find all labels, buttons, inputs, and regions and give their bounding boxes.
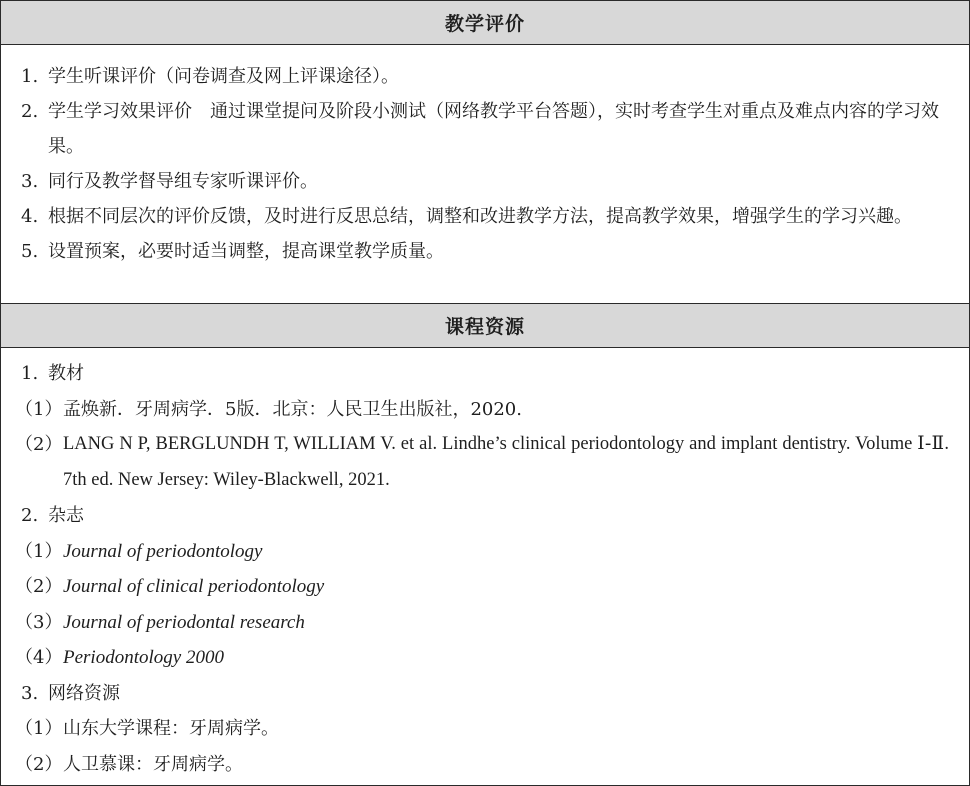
textbook-item: （1） 孟焕新．牙周病学．5版．北京：人民卫生出版社，2020. <box>15 398 522 420</box>
course-resources-list <box>1 348 969 782</box>
teaching-eval-header <box>1 1 969 45</box>
journal-item: （1） Journal of periodontology <box>15 540 263 562</box>
list-item: 1. 学生听课评价（问卷调查及网上评课途径）。 <box>21 66 399 87</box>
textbooks-heading: 1. 教材 <box>21 363 84 384</box>
teaching-eval-title: 教学评价 <box>444 13 525 35</box>
course-resources-header <box>1 303 969 348</box>
journals-heading: 2. 杂志 <box>21 505 84 526</box>
list-item: 4. 根据不同层次的评价反馈，及时进行反思总结，调整和改进教学方法，提高教学效果，增强学生的学习兴趣。 <box>21 206 912 227</box>
course-resources-title: 课程资源 <box>444 316 525 338</box>
online-heading: 3. 网络资源 <box>21 682 120 704</box>
online-item: （1） 山东大学课程：牙周病学。 <box>15 718 279 739</box>
list-item: 2. 学生学习效果评价 通过课堂提问及阶段小测试（网络教学平台答题），实时考查学生对重点及难点内容的学习效果。 <box>21 101 939 157</box>
textbook-item: （2） LANG N P, BERGLUNDH T, WILLIAM V. et al. Lindhe’s clinical periodontology and implant dentistry. Volume Ⅰ-Ⅱ. 7th ed. New Jersey: Wiley-Blackwell, 2021. <box>15 434 949 490</box>
journal-item: （2） Journal of clinical periodontology <box>15 576 325 597</box>
list-item: 5. 设置预案，必要时适当调整，提高课堂教学质量。 <box>21 241 444 262</box>
journal-item: （3） Journal of periodontal research <box>15 611 305 633</box>
journal-item: （4） Periodontology 2000 <box>15 647 224 668</box>
online-item: （2） 人卫慕课：牙周病学。 <box>15 753 243 775</box>
list-item: 3. 同行及教学督导组专家听课评价。 <box>21 171 318 192</box>
teaching-eval-list <box>1 45 969 303</box>
